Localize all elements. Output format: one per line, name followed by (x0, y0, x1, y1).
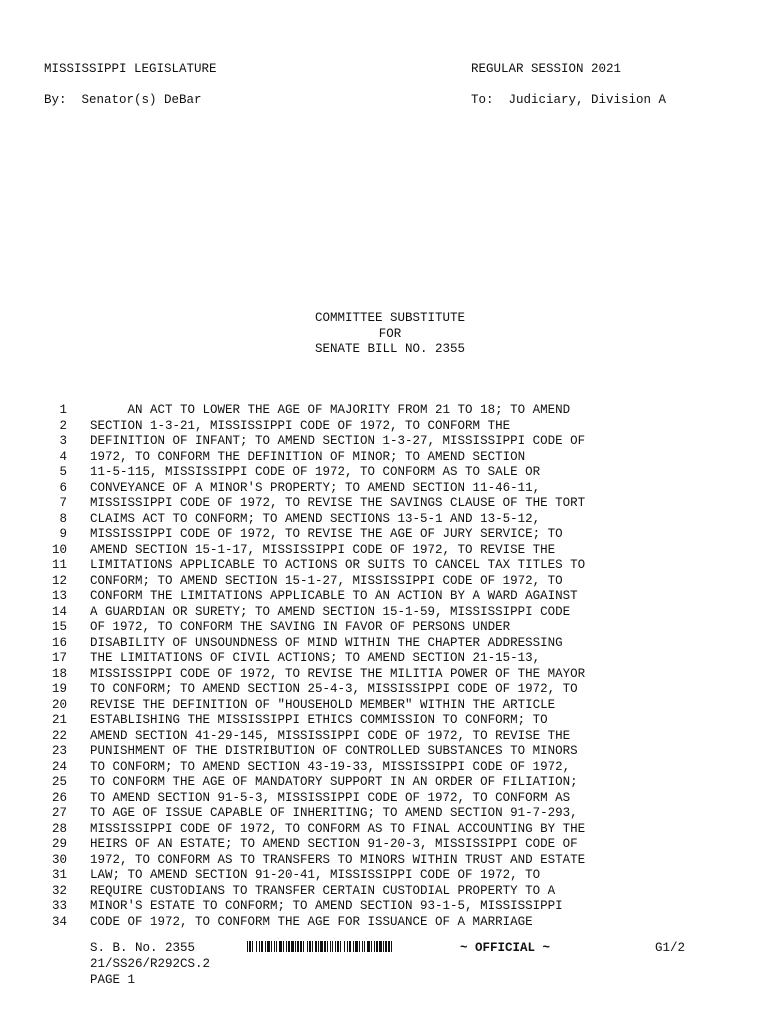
line-number: 30 (51, 852, 67, 867)
title-line-2: FOR (378, 326, 402, 341)
line-text: PUNISHMENT OF THE DISTRIBUTION OF CONTROLLED SUBSTANCES TO MINORS (90, 744, 578, 758)
line-text: TO AMEND SECTION 91-5-3, MISSISSIPPI CODE OF 1972, TO CONFORM AS (90, 790, 571, 805)
line-number: 18 (51, 666, 67, 681)
line-text: CODE OF 1972, TO CONFORM THE AGE FOR ISSUANCE OF A MARRIAGE (90, 914, 533, 929)
line-number: 14 (51, 604, 67, 619)
line-text: HEIRS OF AN ESTATE; TO AMEND SECTION 91-20-3, MISSISSIPPI CODE OF (90, 837, 578, 851)
line-number: 33 (51, 899, 67, 913)
line-text: REVISE THE DEFINITION OF "HOUSEHOLD MEMBER" WITHIN THE ARTICLE (90, 697, 556, 712)
legislature-name: MISSISSIPPI LEGISLATURE (44, 62, 217, 76)
line-number: 15 (51, 620, 67, 634)
line-text: AN ACT TO LOWER THE AGE OF MAJORITY FROM 21 TO 18; TO AMEND (90, 403, 571, 417)
line-text: DEFINITION OF INFANT; TO AMEND SECTION 1-3-27, MISSISSIPPI CODE OF (90, 434, 586, 448)
title-line-3: SENATE BILL NO. 2355 (314, 342, 466, 356)
footer-reference-code: 21/SS26/R292CS.2 (90, 957, 211, 971)
line-text: LAW; TO AMEND SECTION 91-20-41, MISSISSIPPI CODE OF 1972, TO (90, 868, 541, 882)
line-text: CLAIMS ACT TO CONFORM; TO AMEND SECTIONS 13-5-1 AND 13-5-12, (90, 511, 541, 526)
line-number: 34 (51, 914, 67, 929)
line-text: TO CONFORM; TO AMEND SECTION 25-4-3, MISSISSIPPI CODE OF 1972, TO (90, 682, 578, 696)
line-number: 31 (51, 868, 67, 882)
line-number: 4 (59, 449, 67, 464)
line-text: MISSISSIPPI CODE OF 1972, TO REVISE THE MILITIA POWER OF THE MAYOR (90, 666, 586, 681)
line-number: 22 (51, 728, 67, 743)
line-text: THE LIMITATIONS OF CIVIL ACTIONS; TO AMEND SECTION 21-15-13, (90, 651, 541, 665)
line-number: 26 (51, 790, 67, 805)
line-text: CONFORM; TO AMEND SECTION 15-1-27, MISSISSIPPI CODE OF 1972, TO (90, 573, 563, 588)
line-text: 11-5-115, MISSISSIPPI CODE OF 1972, TO CONFORM AS TO SALE OR (90, 465, 541, 479)
footer-page-code: G1/2 (655, 941, 686, 955)
line-text: REQUIRE CUSTODIANS TO TRANSFER CERTAIN CUSTODIAL PROPERTY TO A (90, 883, 556, 898)
sponsor-line: By: Senator(s) DeBar (44, 93, 202, 107)
line-text: MISSISSIPPI CODE OF 1972, TO REVISE THE AGE OF JURY SERVICE; TO (90, 527, 563, 541)
line-text: LIMITATIONS APPLICABLE TO ACTIONS OR SUITS TO CANCEL TAX TITLES TO (90, 558, 586, 572)
line-number: 20 (51, 697, 67, 712)
line-text: ESTABLISHING THE MISSISSIPPI ETHICS COMMISSION TO CONFORM; TO (90, 713, 548, 727)
line-number: 7 (59, 496, 67, 510)
line-number: 3 (59, 434, 67, 448)
line-number: 2 (59, 418, 67, 433)
line-number: 9 (59, 527, 67, 541)
line-text: DISABILITY OF UNSOUNDNESS OF MIND WITHIN THE CHAPTER ADDRESSING (90, 635, 563, 650)
barcode-icon (247, 941, 395, 952)
line-number: 12 (51, 573, 67, 588)
line-text: 1972, TO CONFORM THE DEFINITION OF MINOR; TO AMEND SECTION (90, 449, 526, 464)
line-text: SECTION 1-3-21, MISSISSIPPI CODE OF 1972, TO CONFORM THE (90, 418, 511, 433)
referral-line: To: Judiciary, Division A (471, 93, 667, 107)
official-label: ~ OFFICIAL ~ (460, 941, 551, 955)
line-text: A GUARDIAN OR SURETY; TO AMEND SECTION 15-1-59, MISSISSIPPI CODE (90, 604, 571, 619)
line-number: 13 (51, 589, 67, 603)
line-number: 1 (59, 403, 67, 417)
line-text: TO AGE OF ISSUE CAPABLE OF INHERITING; TO AMEND SECTION 91-7-293, (90, 806, 578, 820)
line-number: 27 (51, 806, 67, 820)
line-text: CONFORM THE LIMITATIONS APPLICABLE TO AN ACTION BY A WARD AGAINST (90, 589, 578, 603)
line-text: MISSISSIPPI CODE OF 1972, TO REVISE THE SAVINGS CLAUSE OF THE TORT (90, 496, 586, 510)
line-text: TO CONFORM THE AGE OF MANDATORY SUPPORT IN AN ORDER OF FILIATION; (90, 775, 578, 789)
footer-bill-number: S. B. No. 2355 (90, 941, 196, 955)
line-text: AMEND SECTION 15-1-17, MISSISSIPPI CODE OF 1972, TO REVISE THE (90, 542, 556, 557)
line-text: MINOR'S ESTATE TO CONFORM; TO AMEND SECTION 93-1-5, MISSISSIPPI (90, 899, 563, 913)
line-number: 29 (51, 837, 67, 851)
line-number: 6 (59, 480, 67, 495)
line-number: 5 (59, 465, 67, 479)
line-number: 19 (51, 682, 67, 696)
footer-page-number: PAGE 1 (90, 973, 136, 987)
line-text: AMEND SECTION 41-29-145, MISSISSIPPI CODE OF 1972, TO REVISE THE (90, 728, 571, 743)
title-line-1: COMMITTEE SUBSTITUTE (314, 311, 466, 325)
line-number: 16 (51, 635, 67, 650)
session-name: REGULAR SESSION 2021 (471, 62, 622, 76)
line-number: 28 (51, 821, 67, 836)
line-text: 1972, TO CONFORM AS TO TRANSFERS TO MINORS WITHIN TRUST AND ESTATE (90, 852, 586, 867)
line-number: 32 (51, 883, 67, 898)
line-number: 21 (51, 713, 67, 727)
line-text: OF 1972, TO CONFORM THE SAVING IN FAVOR OF PERSONS UNDER (90, 620, 511, 634)
line-text: CONVEYANCE OF A MINOR'S PROPERTY; TO AMEND SECTION 11-46-11, (90, 480, 541, 495)
line-text: MISSISSIPPI CODE OF 1972, TO CONFORM AS TO FINAL ACCOUNTING BY THE (90, 821, 586, 836)
line-number: 10 (51, 542, 67, 557)
bill-title (0, 311, 770, 358)
line-number: 24 (51, 759, 67, 774)
line-number: 17 (51, 651, 67, 665)
line-number: 8 (59, 511, 67, 526)
line-number: 11 (51, 558, 67, 572)
line-number: 25 (51, 775, 67, 789)
line-number: 23 (51, 744, 67, 758)
line-text: TO CONFORM; TO AMEND SECTION 43-19-33, MISSISSIPPI CODE OF 1972, (90, 759, 571, 774)
